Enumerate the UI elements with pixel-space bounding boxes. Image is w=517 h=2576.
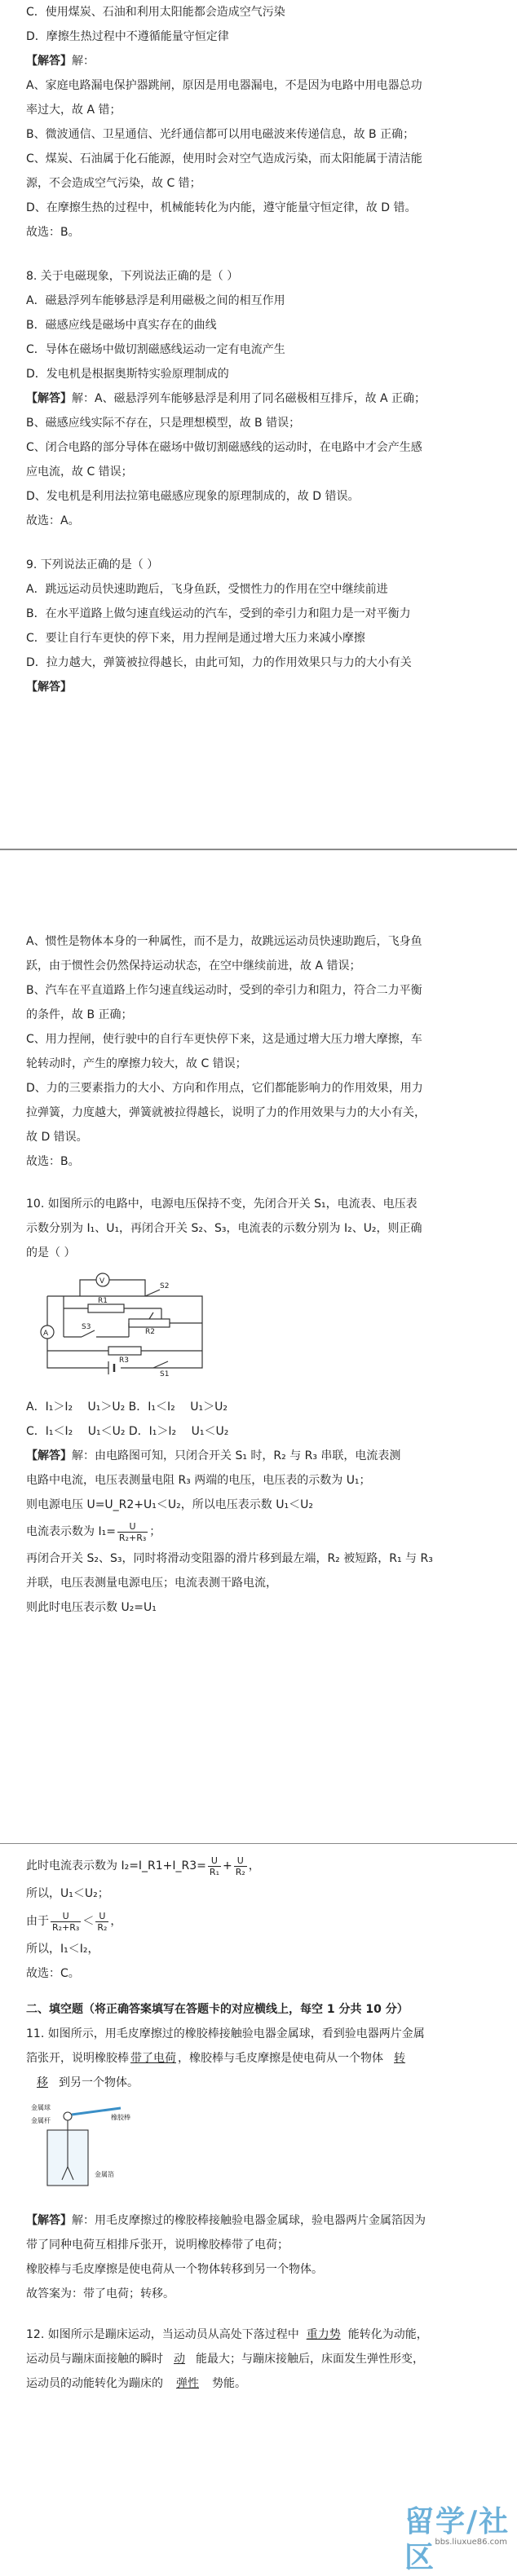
blank-answer: 重力势 (306, 2328, 341, 2341)
expr-prefix: 此时电流表示数为 I₂=I_R1+I_R3= (26, 1859, 206, 1872)
q10-continued (0, 1850, 517, 2396)
q12-stem-line (26, 2371, 496, 2396)
q7-option-c: C．使用煤炭、石油和利用太阳能都会造成空气污染 (26, 6, 285, 19)
q10-stem-line: 的是（ ） (26, 1246, 76, 1259)
r1-label: R1 (98, 1297, 108, 1305)
answer-line: 橡胶棒与毛皮摩擦是使电荷从一个物体转移到另一个物体。 (26, 2263, 323, 2276)
answer-line: 所以，U₁＜U₂； (26, 1887, 109, 1900)
fraction-denominator: R₁ (209, 1866, 219, 1877)
answer-line: 轮转动时，产生的摩擦力较大，故 C 错误； (26, 1057, 247, 1070)
answer-line: 并联，电压表测量电源电压；电流表测干路电流， (26, 1577, 277, 1590)
page-3 (0, 1850, 517, 2396)
stem-text: 到另一个物体。 (59, 2076, 139, 2089)
answer-line: D、发电机是利用法拉第电磁感应现象的原理制成的，故 D 错误。 (26, 490, 360, 503)
answer-line: 率过大，故 A 错； (26, 104, 122, 117)
q10-circuit-figure (31, 1272, 496, 1387)
answer-intro: 解：由电路图可知，只闭合开关 S₁ 时，R₂ 与 R₃ 串联，电流表测 (72, 1449, 401, 1462)
r2-label: R2 (145, 1328, 155, 1336)
q7-option-d: D．摩擦生热过程中不遵循能量守恒定律 (26, 30, 229, 43)
expr-prefix: 由于 (26, 1915, 49, 1928)
r3-label: R3 (119, 1356, 129, 1365)
fraction-numerator: U (117, 1521, 148, 1533)
answer-line: C、闭合电路的部分导体在磁场中做切割磁感线的运动时，在电路中才会产生感 (26, 441, 422, 454)
answer-intro: 解： (72, 55, 95, 68)
answer-line: 所以，I₁＜I₂， (26, 1943, 99, 1956)
answer-line: 带了同种电荷互相排斥张开，说明橡胶棒带了电荷； (26, 2239, 289, 2252)
answer-line: 故选：C。 (26, 1967, 80, 1980)
answer-intro: 解：A、磁悬浮列车能够悬浮是利用了同名磁极相互排斥，故 A 正确； (72, 392, 426, 405)
stem-text: 势能。 (212, 2377, 246, 2390)
q9-option-d: D．拉力越大，弹簧被拉得越长，由此可知，力的作用效果只与力的大小有关 (26, 656, 412, 669)
ball-label: 金属球 (31, 2104, 51, 2111)
expr-suffix: ， (110, 1915, 122, 1928)
s1-label: S1 (160, 1370, 170, 1378)
stem-text: 运动员的动能转化为蹦床的 (26, 2377, 163, 2390)
fraction-numerator: U (234, 1855, 247, 1867)
less-than-sign: ＜ (82, 1915, 95, 1928)
page-separator (0, 849, 517, 850)
page-2 (0, 929, 517, 1620)
q7-answer-header (26, 49, 496, 73)
site-watermark (404, 2504, 510, 2574)
answer-label: 【解答】 (26, 1449, 72, 1462)
q8-option-b: B．磁感应线是磁场中真实存在的曲线 (26, 319, 217, 332)
answer-line: 再闭合开关 S₂、S₃，同时将滑动变阻器的滑片移到最左端，R₂ 被短路，R₁ 与 R₃ (26, 1552, 433, 1565)
answer-line: 故选：B。 (26, 1155, 80, 1168)
electroscope-diagram (31, 2102, 153, 2191)
blank-answer: 转 (394, 2052, 405, 2065)
watermark-url: bbs.liuxue86.com (435, 2538, 507, 2547)
stem-text: 12. 如图所示是蹦床运动，当运动员从高处下落过程中 (26, 2328, 299, 2341)
foil-label: 金属箔 (95, 2171, 114, 2178)
circuit-diagram (31, 1272, 219, 1378)
q8-option-d: D．发电机是根据奥斯特实验原理制成的 (26, 368, 229, 381)
q11-stem-line (26, 2046, 496, 2071)
s3-label: S3 (82, 1323, 91, 1331)
q10-stem-line: 示数分别为 I₁、U₁，再闭合开关 S₂、S₃，电流表的示数分别为 I₂、U₂，则正确 (26, 1222, 422, 1235)
q11-stem-line: 11. 如图所示，用毛皮摩擦过的橡胶棒接触验电器金属球，看到验电器两片金属 (26, 2027, 425, 2040)
answer-label: 【解答】 (26, 55, 72, 68)
answer-line: B、磁感应线实际不存在，只是理想模型，故 B 错误； (26, 417, 301, 430)
answer-label: 【解答】 (26, 392, 72, 405)
answer-line: 应电流，故 C 错误； (26, 465, 133, 479)
answer-line: D、力的三要素指力的大小、方向和作用点，它们都能影响力的作用效果，用力 (26, 1082, 423, 1095)
q8-answer-header (26, 386, 496, 411)
fraction (234, 1855, 247, 1877)
blank-answer: 动 (174, 2353, 185, 2366)
q8-option-c: C．导体在磁场中做切割磁感线运动一定有电流产生 (26, 343, 285, 356)
answer-line: 电路中电流，电压表测量电阻 R₃ 两端的电压，电压表的示数为 U₁； (26, 1474, 371, 1487)
answer-line: 拉弹簧，力度越大，弹簧就被拉得越长，说明了力的作用效果与力的大小有关， (26, 1106, 426, 1119)
expr-suffix: ， (248, 1859, 260, 1872)
answer-line: 故选：A。 (26, 514, 80, 527)
stem-text: 能转化为动能， (347, 2328, 428, 2341)
stem-text: 箔张开，说明橡胶棒 (26, 2052, 129, 2065)
fraction-denominator: R₂+R₃ (52, 1921, 80, 1933)
answer-line: C、用力捏闸，使行驶中的自行车更快停下来，这是通过增大压力增大摩擦，车 (26, 1033, 422, 1046)
q11-stem-line (26, 2071, 496, 2095)
stem-text: 能最大；与蹦床接触后，床面发生弹性形变， (196, 2353, 424, 2366)
q8-option-a: A．磁悬浮列车能够悬浮是利用磁极之间的相互作用 (26, 294, 285, 307)
page-1 (0, 0, 517, 699)
answer-line: 则电源电压 U=U_R2+U₁＜U₂，所以电压表示数 U₁＜U₂ (26, 1498, 313, 1511)
current-expression-2 (26, 1850, 496, 1881)
answer-line: 的条件，故 B 正确； (26, 1008, 133, 1021)
answer-line: B、微波通信、卫星通信、光纤通信都可以用电磁波来传递信息，故 B 正确； (26, 128, 415, 141)
q9-answer (0, 929, 517, 1620)
answer-line: 故答案为：带了电荷；转移。 (26, 2287, 175, 2300)
fraction-numerator: U (208, 1855, 221, 1867)
answer-label: 【解答】 (26, 2214, 72, 2227)
fraction (51, 1911, 81, 1933)
section-title: 二、填空题（将正确答案填写在答题卡的对应横线上，每空 1 分共 10 分） (26, 2003, 409, 2016)
answer-line: 故 D 错误。 (26, 1131, 88, 1144)
fraction-denominator: R₂+R₃ (118, 1532, 147, 1543)
answer-line: D、在摩擦生热的过程中，机械能转化为内能，遵守能量守恒定律，故 D 错。 (26, 201, 417, 214)
answer-label: 【解答】 (26, 681, 72, 694)
fraction (117, 1521, 148, 1543)
q10-options-row: A．I₁＞I₂ U₁＞U₂ B．I₁＜I₂ U₁＞U₂ (26, 1400, 228, 1414)
q9-option-c: C．要让自行车更快的停下来，用力捏闸是通过增大压力来减小摩擦 (26, 632, 365, 645)
rod-label: 金属杆 (31, 2117, 51, 2124)
q9-option-b: B．在水平道路上做匀速直线运动的汽车，受到的牵引力和阻力是一对平衡力 (26, 607, 411, 620)
q11-electroscope-figure (31, 2102, 496, 2200)
q9-stem: 9. 下列说法正确的是（ ） (26, 558, 159, 571)
q9-option-a: A．跳远运动员快速助跑后，飞身鱼跃，受惯性力的作用在空中继续前进 (26, 583, 388, 596)
answer-line: 源，不会造成空气污染，故 C 错； (26, 177, 201, 190)
inequality-expression (26, 1906, 496, 1937)
plus-sign: + (222, 1859, 232, 1872)
s2-label: S2 (160, 1282, 170, 1290)
answer-line: 跃，由于惯性会仍然保持运动状态，在空中继续前进，故 A 错误； (26, 959, 361, 973)
q7-tail (0, 0, 517, 699)
expr-suffix: ； (149, 1525, 161, 1538)
answer-line: B、汽车在平直道路上作匀速直线运动时，受到的牵引力和阻力，符合二力平衡 (26, 984, 422, 997)
stem-text: ，橡胶棒与毛皮摩擦是使电荷从一个物体 (178, 2052, 383, 2065)
answer-line: 则此时电压表示数 U₂=U₁ (26, 1601, 157, 1614)
answer-intro: 解：用毛皮摩擦过的橡胶棒接触验电器金属球，验电器两片金属箔因为 (72, 2214, 426, 2227)
voltmeter-label: V (99, 1277, 105, 1286)
fraction-denominator: R₂ (97, 1921, 108, 1933)
answer-line: C、煤炭、石油属于化石能源，使用时会对空气造成污染，而太阳能属于清洁能 (26, 152, 422, 165)
blank-answer: 带了电荷 (130, 2052, 176, 2065)
answer-line: A、家庭电路漏电保护器跳闸，原因是用电器漏电，不是因为电路中用电器总功 (26, 79, 422, 92)
fraction-denominator: R₂ (235, 1866, 245, 1877)
q12-stem-line (26, 2347, 496, 2371)
current-expression (26, 1517, 496, 1546)
page-separator (0, 1843, 517, 1844)
fraction-numerator: U (51, 1911, 81, 1922)
stem-text: 运动员与蹦床面接触的瞬时 (26, 2353, 163, 2366)
fraction-numerator: U (95, 1911, 108, 1922)
q8-stem: 8. 关于电磁现象，下列说法正确的是（ ） (26, 270, 239, 283)
q9-answer-header (26, 675, 496, 699)
rubber-label: 橡胶棒 (111, 2114, 130, 2121)
watermark-logo-text: 留学/社区 (404, 2505, 510, 2574)
q12-stem-line (26, 2322, 496, 2347)
blank-answer: 移 (37, 2076, 48, 2089)
answer-line: A、惯性是物体本身的一种属性，而不是力，故跳远运动员快速助跑后，飞身鱼 (26, 935, 422, 948)
answer-line: 故选：B。 (26, 226, 80, 239)
q10-answer-header (26, 1444, 496, 1468)
fraction (95, 1911, 108, 1933)
q10-options-row: C．I₁＜I₂ U₁＜U₂ D．I₁＞I₂ U₁＜U₂ (26, 1425, 229, 1438)
expr-prefix: 电流表示数为 I₁= (26, 1525, 116, 1538)
q11-answer-header (26, 2208, 496, 2233)
q10-stem-line: 10. 如图所示的电路中，电源电压保持不变，先闭合开关 S₁，电流表、电压表 (26, 1198, 418, 1211)
fraction (208, 1855, 221, 1877)
ammeter-label: A (43, 1330, 49, 1338)
blank-answer: 弹性 (176, 2377, 199, 2390)
